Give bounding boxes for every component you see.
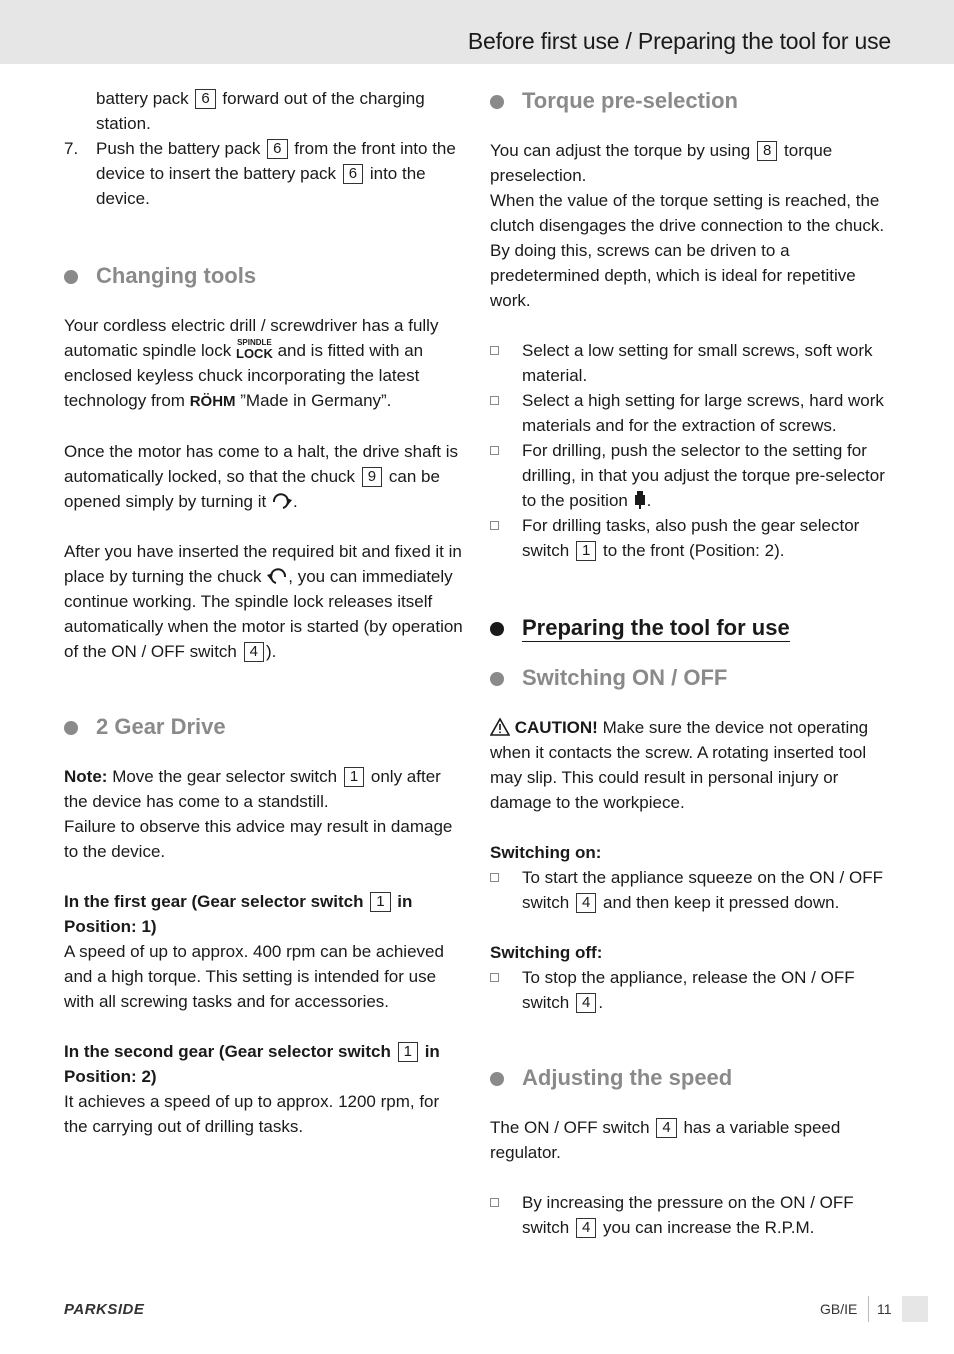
list-item: For drilling, push the selector to the setting for drilling, in that you adjust the torque pre-selector to the position . [490, 438, 890, 513]
ref-number: 6 [343, 164, 363, 184]
step-7: 7. Push the battery pack 6 from the front into the device to insert the battery pack 6 into the device. [64, 139, 456, 208]
footer-tab [902, 1296, 928, 1322]
list-item: Select a low setting for small screws, soft work material. [490, 338, 890, 388]
ref-number: 4 [656, 1118, 676, 1138]
ref-number: 1 [398, 1042, 418, 1062]
ref-number: 1 [576, 541, 596, 561]
second-gear-heading: In the second gear (Gear selector switch 1 in Position: 2) [64, 1042, 440, 1086]
heading-gear-drive: 2 Gear Drive [64, 712, 464, 742]
changing-tools-p3: After you have inserted the required bit and fixed it in place by turning the chuck , you can immediately continue working. The spindle lock releases itself automatically when the motor is started (by operation of the ON / OFF switch 4 ). [64, 542, 463, 661]
speed-p1: The ON / OFF switch 4 has a variable speed regulator. [490, 1118, 841, 1162]
list-item: For drilling tasks, also push the gear selector switch 1 to the front (Position: 2). [490, 513, 890, 563]
torque-p2: When the value of the torque setting is reached, the clutch disengages the drive connection to the chuck. By doing this, screws can be driven to a predetermined depth, which is ideal for repetitive work. [490, 191, 885, 310]
rotate-close-icon [266, 567, 288, 585]
switching-on-label: Switching on: [490, 843, 602, 862]
brand-logo: PARKSIDE [64, 1301, 145, 1318]
gear-note-warning: Failure to observe this advice may result in damage to the device. [64, 817, 453, 861]
heading-speed: Adjusting the speed [490, 1063, 890, 1093]
ref-number: 4 [576, 1218, 596, 1238]
caution-paragraph: CAUTION! Make sure the device not operating when it contacts the screw. A rotating inserted tool may slip. This could result in personal injury or damage to the workpiece. [490, 718, 869, 812]
list-item: Select a high setting for large screws, hard work materials and for the extraction of screws. [490, 388, 890, 438]
first-gear-heading: In the first gear (Gear selector switch 1 in Position: 1) [64, 892, 413, 936]
list-item: By increasing the pressure on the ON / OFF switch 4 you can increase the R.P.M. [490, 1190, 890, 1240]
drill-icon [633, 491, 647, 509]
heading-switching: Switching ON / OFF [490, 663, 890, 693]
ref-number: 6 [195, 89, 215, 109]
heading-changing-tools: Changing tools [64, 261, 464, 291]
switching-off-label: Switching off: [490, 943, 603, 962]
ref-number: 4 [576, 993, 596, 1013]
spindle-lock-icon: SPINDLE LOCK [236, 338, 273, 361]
footer-divider [868, 1296, 869, 1322]
heading-preparing: Preparing the tool for use [490, 613, 890, 643]
ref-number: 8 [757, 141, 777, 161]
right-column [490, 86, 890, 1240]
page-header [0, 0, 954, 64]
ref-number: 1 [370, 892, 390, 912]
changing-tools-p2: Once the motor has come to a halt, the drive shaft is automatically locked, so that the chuck 9 can be opened simply by turning it . [64, 442, 459, 511]
left-column [64, 86, 464, 1139]
second-gear-text: It achieves a speed of up to approx. 1200 rpm, for the carrying out of drilling tasks. [64, 1092, 440, 1136]
list-item: To stop the appliance, release the ON / OFF switch 4 . [490, 965, 890, 1015]
page-number: 11 [877, 1301, 892, 1317]
warning-icon [490, 718, 510, 736]
heading-torque: Torque pre-selection [490, 86, 890, 116]
step-continuation: battery pack 6 forward out of the charging station. [96, 89, 425, 133]
ref-number: 9 [362, 467, 382, 487]
rotate-open-icon [271, 492, 293, 510]
torque-p1: You can adjust the torque by using 8 torque preselection. [490, 141, 833, 185]
ref-number: 4 [244, 642, 264, 662]
rohm-logo: RÖHM [189, 393, 236, 410]
footer-language: GB/IE [820, 1301, 858, 1317]
ref-number: 4 [576, 893, 596, 913]
changing-tools-p1: Your cordless electric drill / screwdriver has a fully automatic spindle lock SPINDLE LOCK and is fitted with an enclosed keyless chuck incorporating the latest technology from RÖHM ”Made in Germany”. [64, 316, 439, 410]
gear-note: Note: Move the gear selector switch 1 only after the device has come to a standstill. [64, 767, 441, 811]
ref-number: 1 [344, 767, 364, 787]
first-gear-text: A speed of up to approx. 400 rpm can be achieved and a high torque. This setting is intended for use with all screwing tasks and for accessories. [64, 942, 444, 1011]
page-title: Before first use / Preparing the tool for use [467, 28, 891, 54]
list-item: To start the appliance squeeze on the ON / OFF switch 4 and then keep it pressed down. [490, 865, 890, 915]
ref-number: 6 [267, 139, 287, 159]
